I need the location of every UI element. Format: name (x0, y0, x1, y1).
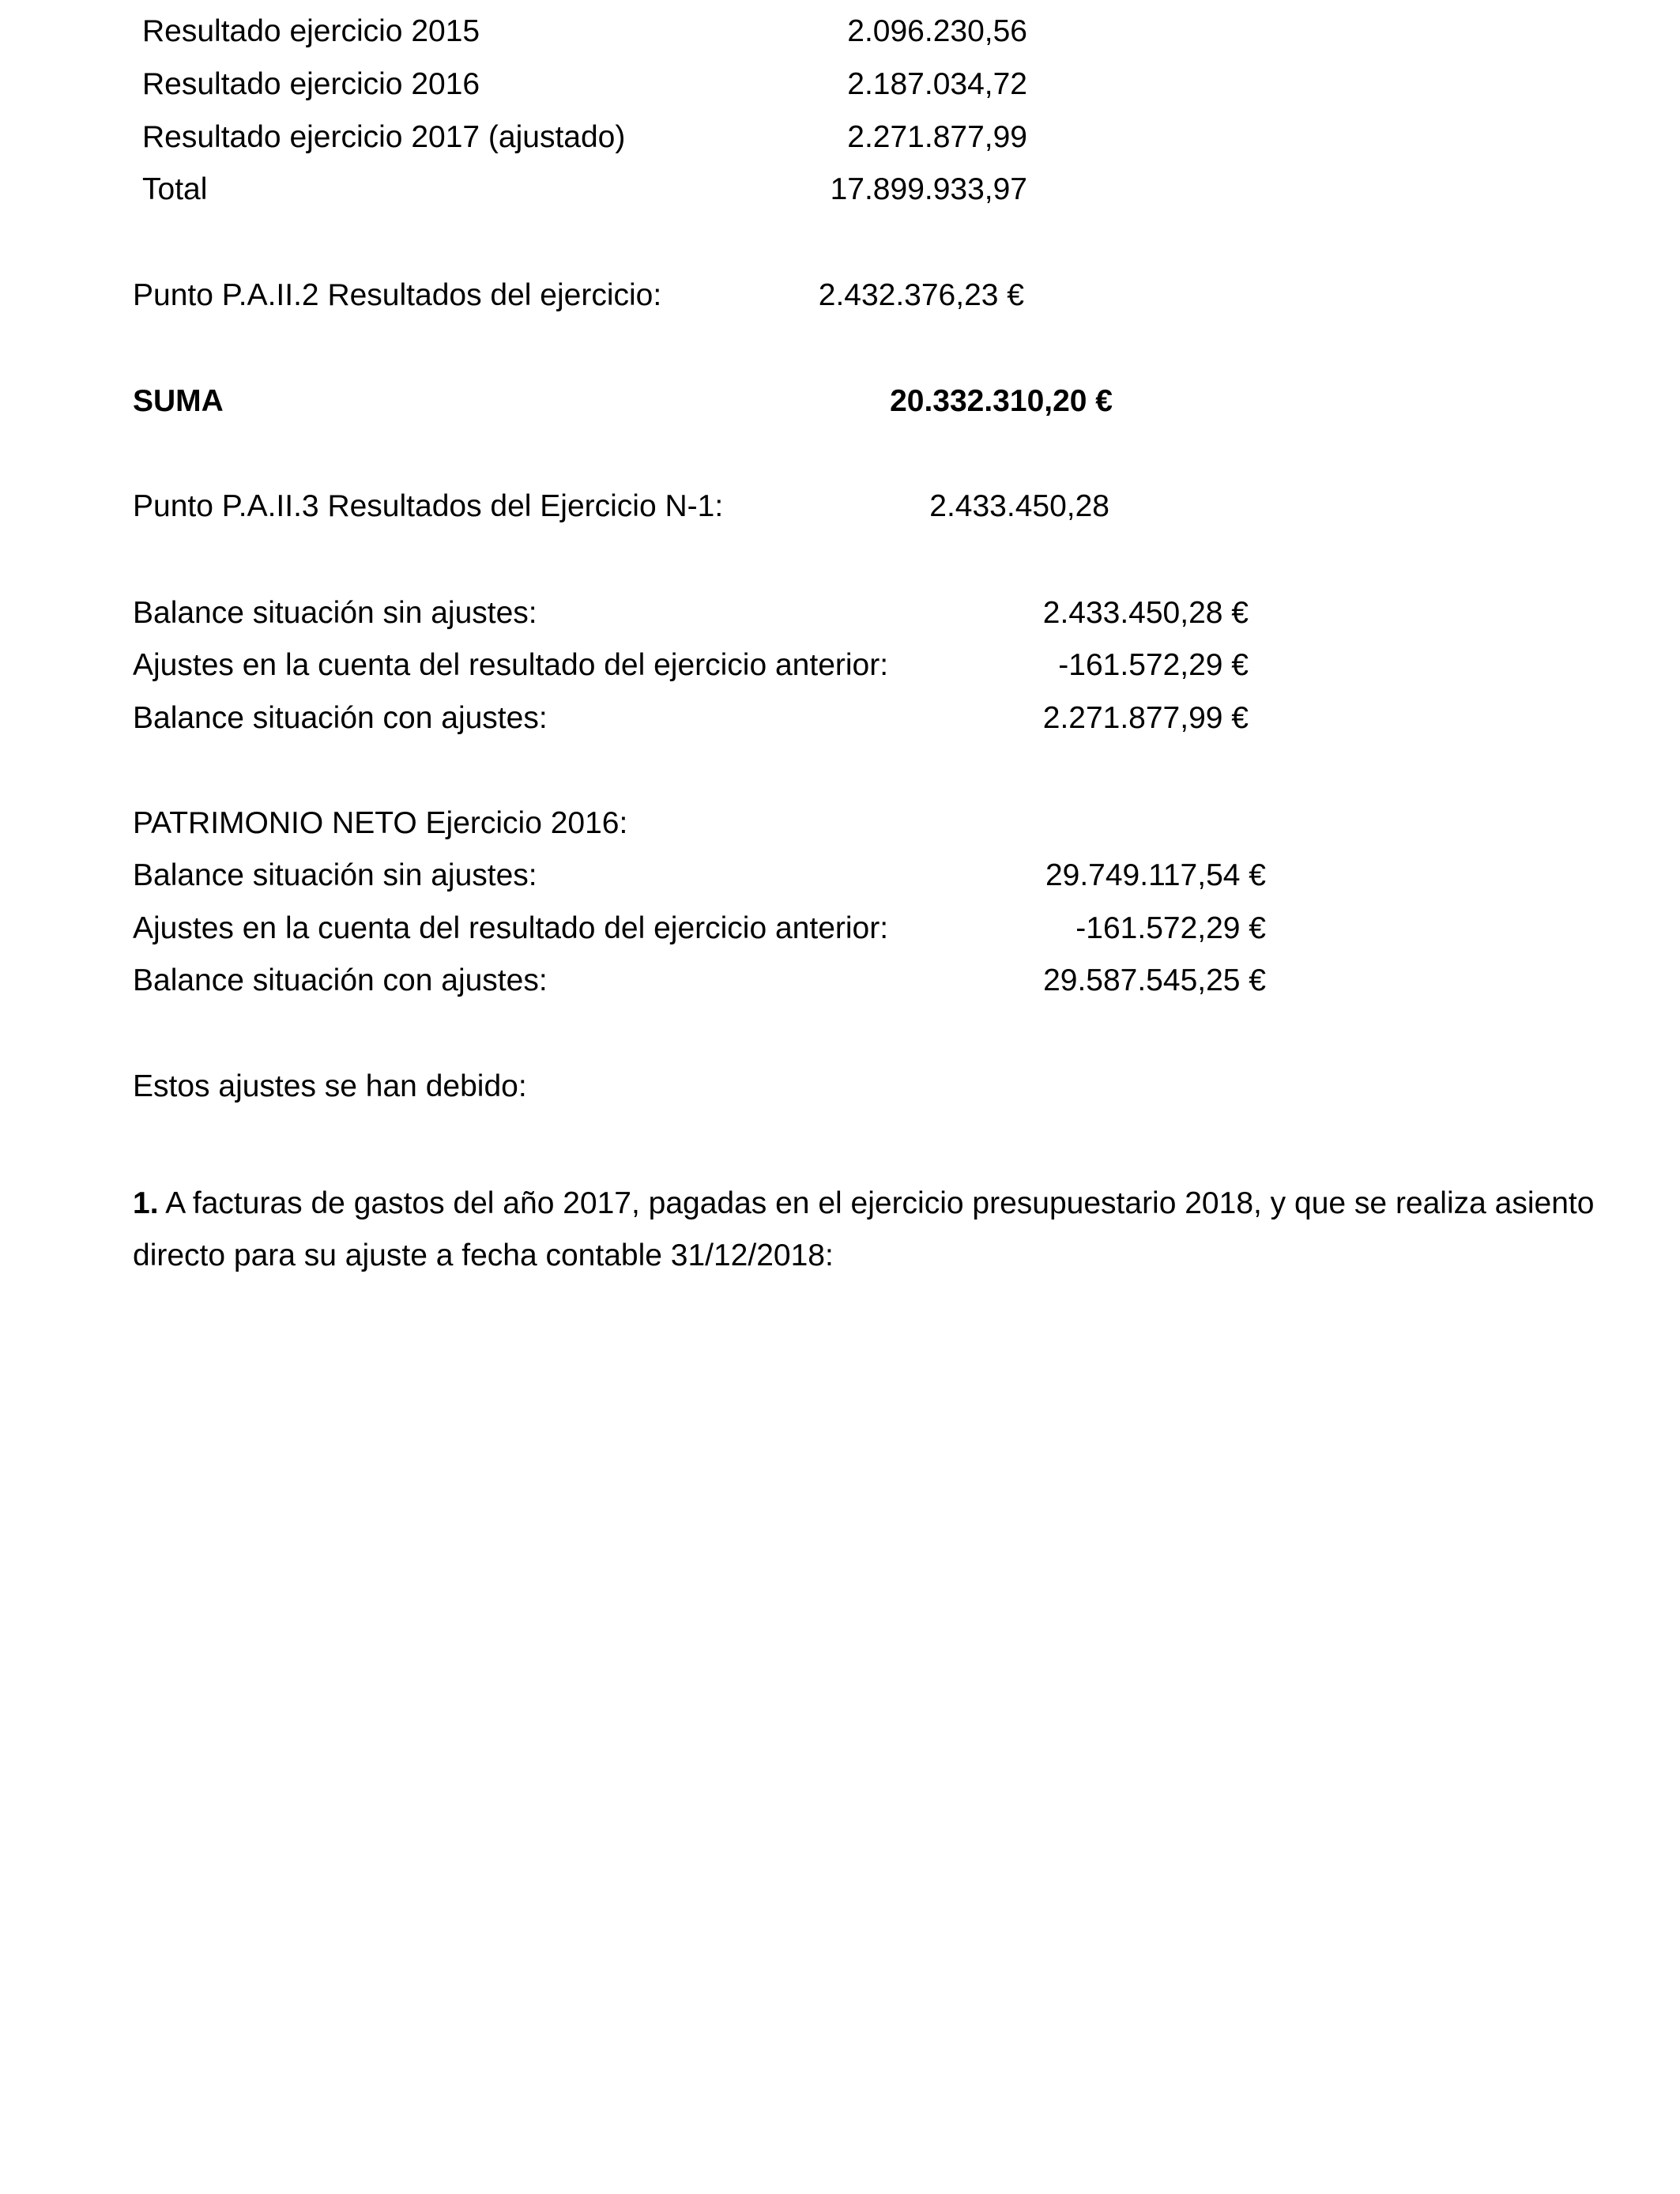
result-2016-value: 2.187.034,72 (847, 67, 1027, 101)
ajustes-label: Ajustes en la cuenta del resultado del ejercicio anterior: (133, 648, 889, 682)
item-number: 1. (133, 1186, 159, 1220)
patrimonio-con-ajustes-value: 29.587.545,25 € (1043, 963, 1266, 997)
adjustments-intro: Estos ajustes se han debido: (133, 1069, 527, 1103)
balance-con-ajustes-label: Balance situación con ajustes: (133, 701, 548, 735)
results-total-value: 17.899.933,97 (830, 172, 1027, 206)
balance-sin-ajustes-value: 2.433.450,28 € (1042, 596, 1249, 630)
balance-con-ajustes-value: 2.271.877,99 € (1042, 701, 1249, 735)
result-2017-label: Resultado ejercicio 2017 (ajustado) (142, 120, 626, 154)
item-text: A facturas de gastos del año 2017, pagadas en el ejercicio presupuestario 2018, y que se realiza asiento directo para su ajuste a fecha contable 31/12/2018: (133, 1186, 1595, 1272)
suma-value: 20.332.310,20 € (890, 384, 1113, 418)
results-total-label: Total (142, 172, 208, 206)
pai2-label: Punto P.A.II.2 Resultados del ejercicio: (133, 278, 662, 312)
patrimonio-con-ajustes-label: Balance situación con ajustes: (133, 963, 548, 997)
pai3-label: Punto P.A.II.3 Resultados del Ejercicio N-1: (133, 489, 724, 523)
result-2017-value: 2.271.877,99 (847, 120, 1027, 154)
result-2016-label: Resultado ejercicio 2016 (142, 67, 480, 101)
patrimonio-ajustes-label: Ajustes en la cuenta del resultado del ejercicio anterior: (133, 911, 889, 945)
pai3-value: 2.433.450,28 (929, 489, 1109, 523)
patrimonio-ajustes-value: -161.572,29 € (1075, 911, 1266, 945)
patrimonio-heading: PATRIMONIO NETO Ejercicio 2016: (133, 806, 628, 840)
suma-label: SUMA (133, 384, 224, 418)
balance-sin-ajustes-label: Balance situación sin ajustes: (133, 596, 537, 630)
ajustes-value: -161.572,29 € (1058, 648, 1249, 682)
result-2015-value: 2.096.230,56 (847, 14, 1027, 48)
result-2015-label: Resultado ejercicio 2015 (142, 14, 480, 48)
patrimonio-sin-ajustes-label: Balance situación sin ajustes: (133, 858, 537, 892)
patrimonio-sin-ajustes-value: 29.749.117,54 € (1045, 858, 1266, 892)
pai2-value: 2.432.376,23 € (818, 278, 1024, 312)
adjustment-item-1 (133, 1178, 1650, 1282)
